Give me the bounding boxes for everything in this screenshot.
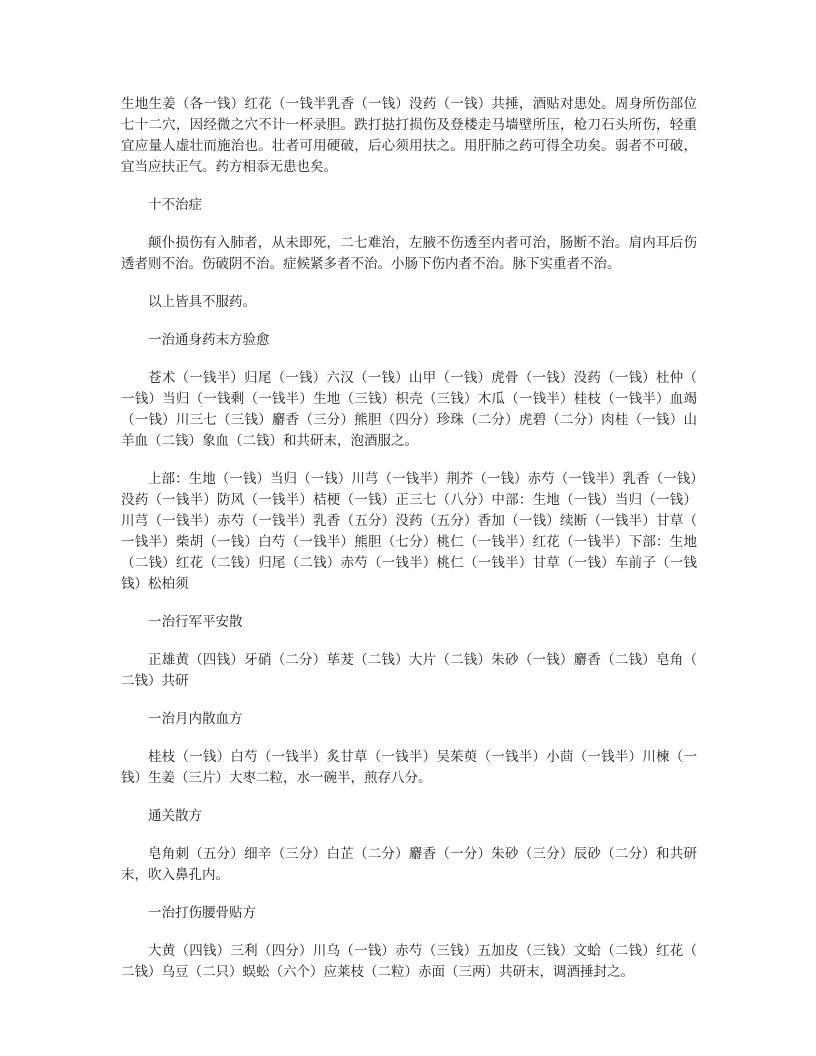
section-heading-waist-bone-plaster: 一治打伤腰骨贴方	[148, 905, 256, 921]
section-heading-postpartum-formula: 一治月内散血方	[148, 711, 243, 727]
paragraph-incurable-conditions: 颠仆损伤有入肺者，从未即死，二七难治，左腋不伤透至内者可治，肠断不治。肩内耳后伤透者则不治。伤破阴不治。症候紧多者不治。小肠下伤内者不治。脉下实重者不治。	[121, 235, 697, 272]
section-heading-whole-body-powder: 一治通身药末方验愈	[148, 332, 270, 348]
paragraph-march-safety-formula: 正雄黄（四钱）牙硝（二分）荜茇（二钱）大片（二钱）朱砂（一钱）麝香（二钱）皂角（二钱）共研	[121, 652, 697, 689]
paragraph-no-medicine-note: 以上皆具不服药。	[148, 294, 256, 310]
document-body	[121, 94, 697, 983]
section-heading-tongguan-powder: 通关散方	[148, 808, 202, 824]
paragraph-waist-bone-formula: 大黄（四钱）三利（四分）川乌（一钱）赤芍（三钱）五加皮（三钱）文蛤（二钱）红花（二钱）乌豆（二只）蜈蚣（六个）应莱枝（二粒）赤面（三两）共研末，调酒捶封之。	[121, 943, 697, 980]
section-heading-ten-incurable: 十不治症	[148, 197, 202, 213]
paragraph-tongguan-formula: 皂角刺（五分）细辛（三分）白芷（二分）麝香（一分）朱砂（三分）辰砂（二分）和共研末，吹入鼻孔内。	[121, 846, 697, 883]
paragraph-continued-text: 生地生姜（各一钱）红花（一钱半乳香（一钱）没药（一钱）共捶，酒贴对患处。周身所伤部位七十二穴，因经微之穴不计一杯录胆。跌打挞打损伤及登楼走马墙壁所压，枪刀石头所伤，轻重宜应量人虚壮而施治也。壮者可用硬破，后心须用扶之。用肝肺之药可得全功矣。弱者不可破，宜当应扶正气。药方相忝无患也矣。	[121, 96, 697, 175]
paragraph-postpartum-formula: 桂枝（一钱）白芍（一钱半）炙甘草（一钱半）吴茱萸（一钱半）小茴（一钱半）川楝（一钱）生姜（三片）大枣二粒，水一碗半，煎存八分。	[121, 749, 697, 786]
section-heading-march-safety-powder: 一治行军平安散	[148, 614, 243, 630]
paragraph-whole-body-formula: 苍术（一钱半）归尾（一钱）六汉（一钱）山甲（一钱）虎骨（一钱）没药（一钱）杜仲（一钱）当归（一钱剩（一钱半）生地（三钱）枳壳（三钱）木瓜（一钱半）桂枝（一钱半）血竭（一钱）川三七（三钱）麝香（三分）熊胆（四分）珍珠（二分）虎碧（二分）肉桂（一钱）山羊血（二钱）象血（二钱）和共研末，泡酒服之。	[121, 370, 697, 449]
paragraph-upper-middle-lower-formula: 上部：生地（一钱）当归（一钱）川芎（一钱半）荆芥（一钱）赤芍（一钱半）乳香（一钱）没药（一钱半）防风（一钱半）桔梗（一钱）正三七（八分）中部：生地（一钱）当归（一钱）川芎（一钱半）赤芍（一钱半）乳香（五分）没药（五分）香加（一钱）续断（一钱半）甘草（一钱半）柴胡（一钱）白芍（一钱半）熊胆（七分）桃仁（一钱半）红花（一钱半）下部：生地（二钱）红花（二钱）归尾（二钱）赤芍（一钱半）桃仁（一钱半）甘草（一钱）车前子（一钱钱）松柏须	[121, 471, 697, 592]
